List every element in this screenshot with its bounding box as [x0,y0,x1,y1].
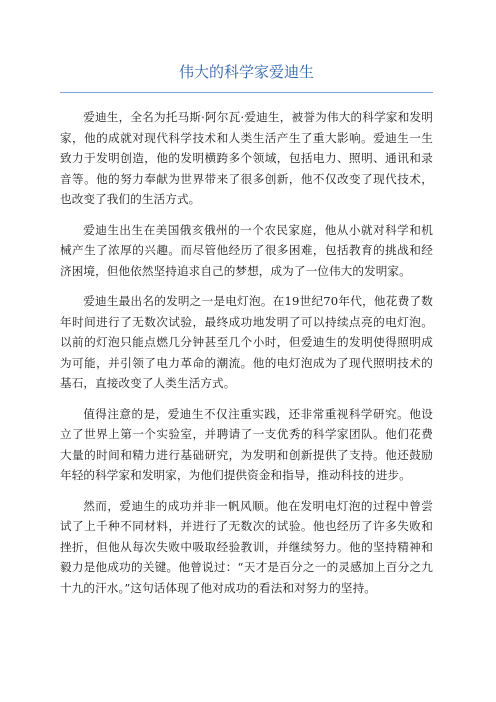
document-title: 伟大的科学家爱迪生 [178,63,314,81]
title-divider [60,92,433,93]
paragraph-4: 值得注意的是，爱迪生不仅注重实践，还非常重视科学研究。他设立了世界上第一个实验室，并聘请了一支优秀的科学家团队。他们花费大量的时间和精力进行基础研究，为发明和创新提供了支持。他还鼓励年轻的科学家和发明家，为他们提供资金和指导，推动科技的进步。 [60,406,433,482]
paragraph-5: 然而，爱迪生的成功并非一帆风顺。他在发明电灯泡的过程中曾尝试了上千种不同材料，并进行了无数次的试验。他也经历了许多失败和挫折，但他从每次失败中吸取经验教训，并继续努力。他的坚持精神和毅力是他成功的关键。他曾说过：“天才是百分之一的灵感加上百分之九十九的汗水。”这句话体现了他对成功的看法和对努力的坚持。 [60,498,433,595]
paragraph-1: 爱迪生，全名为托马斯·阿尔瓦·爱迪生，被誉为伟大的科学家和发明家，他的成就对现代科学技术和人类生活产生了重大影响。爱迪生一生致力于发明创造，他的发明横跨多个领域，包括电力、照明、通讯和录音等。他的努力奉献为世界带来了很多创新，他不仅改变了现代技术，也改变了我们的生活方式。 [60,110,433,206]
paragraph-2: 爱迪生出生在美国俄亥俄州的一个农民家庭，他从小就对科学和机械产生了浓厚的兴趣。而尽管他经历了很多困难，包括教育的挑战和经济困境，但他依然坚持追求自己的梦想，成为了一位伟大的发明家。 [60,222,433,278]
paragraph-3: 爱迪生最出名的发明之一是电灯泡。在19世纪70年代，他花费了数年时间进行了无数次试验，最终成功地发明了可以持续点亮的电灯泡。以前的灯泡只能点燃几分钟甚至几个小时，但爱迪生的发明使得照明成为可能，并引领了电力革命的潮流。他的电灯泡成为了现代照明技术的基石，直接改变了人类生活方式。 [60,294,433,390]
